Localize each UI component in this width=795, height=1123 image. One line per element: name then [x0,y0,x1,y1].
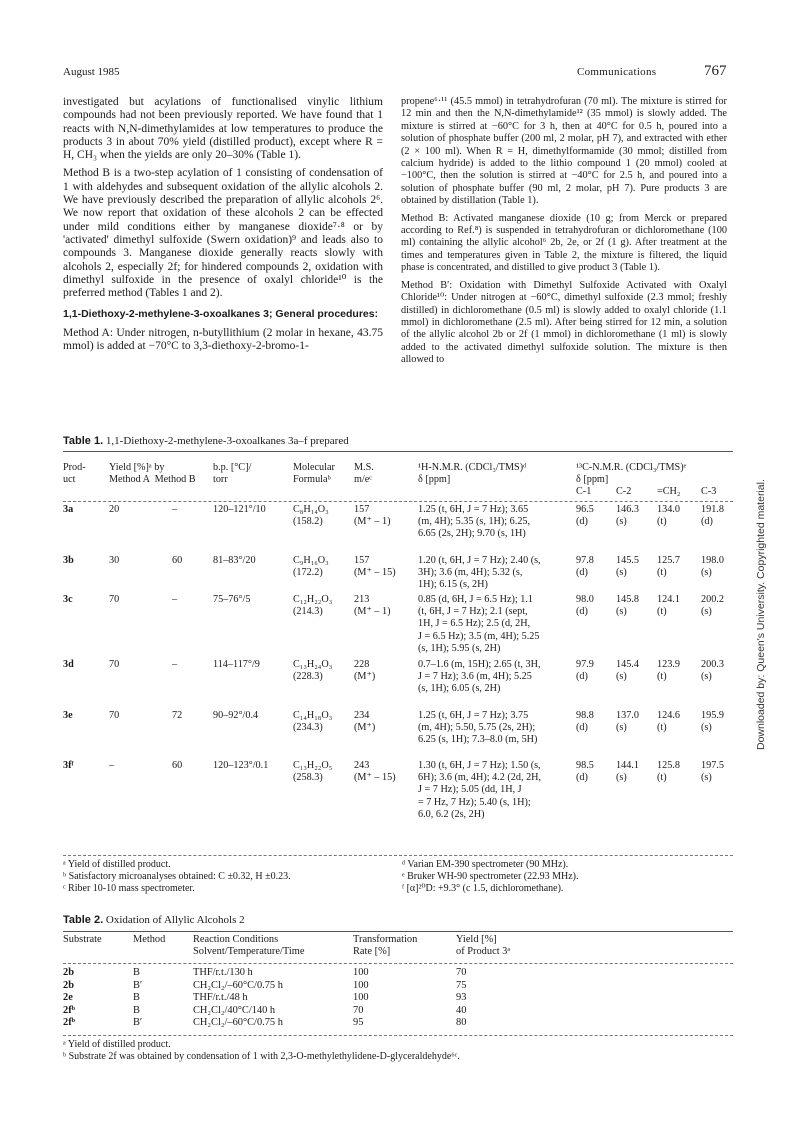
t1-footnote-f: ᶠ [α]²⁰D: +9.3° (c 1.5, dichloromethane). [402,883,564,894]
t1-cell-formula: C₁₃H₂₄O₃ (228.3) [293,659,333,683]
t2-cell-method: B [133,992,140,1004]
t1-header-ms: M.S. m/eᶜ [354,462,374,486]
table2-label: Table 2. [63,914,104,926]
t2-cell-conditions: CH₂Cl₂/–60°C/0.75 h [193,1017,283,1029]
table2-top-rule [63,931,733,932]
t1-cell-b: 72 [172,710,183,721]
t1-cell-b: 60 [172,555,183,566]
t1-cell-id: 3e [63,710,73,721]
paragraph: Method B′: Oxidation with Dimethyl Sulfoxide Activated with Oxalyl Chloride¹⁰: Under nitrogen at −60°C, dimethyl sulfoxide (2.3 mmol; freshly distilled) in dichloromethane (0.5 ml) is slowly added to oxalyl chloride (1.1 mmol) in dichloromethane (2.5 ml). After being stirred for 12 min, a solution of the allylic alcohol 2b or 2f (1 mmol) in dichloromethane (1 ml) is slowly added to the activated dimethyl sulfoxide solution. The mixture is then allowed to [401,279,727,366]
t2-cell-substrate: 2fᵇ [63,1004,76,1016]
t2-cell-conditions: THF/r.t./48 h [193,992,248,1004]
t2-cell-rate: 100 [353,979,369,991]
header-date: August 1985 [63,66,120,78]
t1-cell-c1: 97.9 (d) [576,659,594,683]
t1-cell-c2: 146.3 (s) [616,504,639,528]
t1-cell-ms: 234 (M⁺) [354,710,376,734]
table2-caption-text: Oxidation of Allylic Alcohols 2 [105,914,245,926]
right-column [401,96,727,372]
paragraph: Method A: Under nitrogen, n-butyllithium (2 molar in hexane, 43.75 mmol) is added at −70°C to 3,3-diethoxy-2-bromo-1- [63,326,383,353]
t2-cell-method: B [133,1004,140,1016]
header-journal: Communications [577,66,657,78]
table1-label: Table 1. [63,435,104,447]
t1-cell-ch2: 123.9 (t) [657,659,680,683]
t1-cell-hnmr: 1.25 (t, 6H, J = 7 Hz); 3.65 (m, 4H); 5.35 (s, 1H); 6.25, 6.65 (2s, 2H); 9.70 (s, 1H) [418,504,531,540]
t2-header-rate: Transformation Rate [%] [353,934,418,958]
t1-cell-bp: 90–92°/0.4 [213,710,259,721]
t1-header-bp: b.p. [°C]/ torr [213,462,252,486]
t1-cell-c3: 197.5 (s) [701,760,724,784]
t2-cell-substrate: 2b [63,967,74,978]
table2-caption [63,914,245,926]
t1-cell-c2: 145.5 (s) [616,555,639,579]
t1-cell-a: 70 [109,710,120,721]
t1-cell-c3: 200.3 (s) [701,659,724,683]
t2-header-conditions: Reaction Conditions Solvent/Temperature/Time [193,934,305,958]
t1-cell-id: 3fᶠ [63,760,74,771]
t1-cell-bp: 120–123°/0.1 [213,760,269,771]
t1-cell-c2: 145.4 (s) [616,659,639,683]
t1-cell-b: – [172,594,178,605]
t2-cell-yield: 40 [456,1004,467,1016]
t1-cell-id: 3c [63,594,73,605]
t1-cell-ch2: 125.8 (t) [657,760,680,784]
t1-cell-c3: 191.8 (d) [701,504,724,528]
t2-cell-yield: 93 [456,992,467,1004]
table2-header-rule [63,963,733,964]
t2-cell-rate: 100 [353,992,369,1004]
t2-cell-method: B′ [133,1017,143,1029]
t2-cell-rate: 70 [353,1004,364,1016]
paragraph: Method B: Activated manganese dioxide (10 g; from Merck or prepared according to Ref.⁸) is suspended in tetrahydrofuran or dichloromethane (100 ml) containing the allylic alcohol⁶ 2b, 2e, or 2f (1 g). After treatment at the times and temperatures given in Table 2, the mixture is filtered, the liquid phase is concentrated, and distilled to give product 3 (Table 1). [401,212,727,274]
t1-footnote-d: ᵈ Varian EM-390 spectrometer (90 MHz). [402,859,569,870]
t1-cell-hnmr: 1.25 (t, 6H, J = 7 Hz); 3.75 (m, 4H); 5.50, 5.75 (2s, 2H); 6.25 (s, 1H); 7.3–8.0 (m, 5H) [418,710,538,746]
t1-cell-ch2: 124.6 (t) [657,710,680,734]
table1-bottom-rule [63,855,733,856]
t1-cell-b: – [172,504,178,515]
t2-header-substrate: Substrate [63,934,102,945]
t1-header-hnmr: ¹H-N.M.R. (CDCl₃/TMS)ᵈ δ [ppm] [418,462,527,486]
t1-footnote-e: ᵉ Bruker WH-90 spectrometer (22.93 MHz). [402,871,579,882]
paragraph: Method B is a two-step acylation of 1 consisting of condensation of 1 with aldehydes and subsequent oxidation of the allylic alcohols 2. We have previously described the preparation of allylic alcohols 2⁶. We now report that oxidation of these alcohols 2 can be effected under mild conditions either by manganese dioxide⁷·⁸ or by 'activated' dimethyl sulfoxide (Swern oxidation)⁹ and leads also to compounds 3. Manganese dioxide generally reacts slowly with alcohols 2, especially 2f; for hindered compounds 2, oxidation with dimethyl sulfoxide in the presence of oxalyl chloride¹⁰ is the preferred method (Tables 1 and 2). [63,167,383,300]
t1-cell-a: – [109,760,115,771]
t1-cell-c1: 96.5 (d) [576,504,594,528]
t2-footnote-b: ᵇ Substrate 2f was obtained by condensation of 1 with 2,3-O-methylethylidene-D-glyceraldehyde⁶ᶜ. [63,1051,460,1062]
t1-cell-ch2: 125.7 (t) [657,555,680,579]
download-notice: Downloaded by: Queen's University. Copyrighted material. [755,479,767,750]
t1-cell-c1: 98.0 (d) [576,594,594,618]
table2-bottom-rule [63,1035,733,1036]
t1-cell-hnmr: 1.20 (t, 6H, J = 7 Hz); 2.40 (s, 3H); 3.6 (m, 4H); 5.32 (s, 1H); 6.15 (s, 2H) [418,555,541,591]
t1-cell-b: 60 [172,760,183,771]
t1-cell-bp: 81–83°/20 [213,555,256,566]
t1-cell-hnmr: 0.7–1.6 (m, 15H); 2.65 (t, 3H, J = 7 Hz); 3.6 (m, 4H); 5.25 (s, 1H); 6.05 (s, 2H) [418,659,541,695]
t1-cell-c3: 195.9 (s) [701,710,724,734]
t1-cell-ms: 157 (M⁺ – 15) [354,555,396,579]
table1-caption [63,435,349,447]
t1-cell-id: 3d [63,659,74,670]
t2-cell-method: B′ [133,979,143,991]
t1-header-product: Prod- uct [63,462,86,486]
t1-cell-formula: C₁₃H₂₂O₅ (258.3) [293,760,333,784]
left-column [63,96,383,358]
t1-cell-c2: 137.0 (s) [616,710,639,734]
t1-header-c3: C-3 [701,486,717,497]
t1-cell-formula: C₈H₁₄O₃ (158.2) [293,504,329,528]
t1-cell-a: 30 [109,555,120,566]
t1-cell-hnmr: 1.30 (t, 6H, J = 7 Hz); 1.50 (s, 6H); 3.6 (m, 4H); 4.2 (2d, 2H, J = 7 Hz); 5.05 (dd, 1H, J = 7 Hz, 7 Hz); 5.40 (s, 1H); 6.0, 6.2 (2s, 2H) [418,760,542,820]
t2-cell-yield: 80 [456,1017,467,1029]
t1-cell-formula: C₁₄H₁₈O₃ (234.3) [293,710,333,734]
paragraph: propene⁶·¹¹ (45.5 mmol) in tetrahydrofuran (70 ml). The mixture is stirred for 12 min and then the N,N-dimethylamide¹² (35 mmol) is slowly added. The mixture is stirred at −60°C for 3 h, then at 40°C for 0.5 h, poured into a solution of phosphate buffer (200 ml, 2 molar, pH 7), and extracted with ether (2 × 100 ml). When R = H, dimethylformamide (30 mmol; distilled from calcium hydride) is added to the lithio compound 1 (20 mmol) cooled at −100°C, then the solution is stirred at −40°C for 2.5 h, and poured into a solution of phosphate buffer (90 ml, 2 molar, pH 7). Pure products 3 are obtained by distillation (Table 1). [401,96,727,207]
t1-footnote-a: ᵃ Yield of distilled product. [63,859,171,870]
t1-cell-ms: 243 (M⁺ – 15) [354,760,396,784]
table1-top-rule [63,451,733,452]
t1-cell-ms: 228 (M⁺) [354,659,376,683]
t2-cell-conditions: THF/r.t./130 h [193,967,253,978]
t1-cell-bp: 75–76°/5 [213,594,251,605]
header-page-number: 767 [704,63,727,79]
paragraph: investigated but acylations of functionalised vinylic lithium compounds had not been previously reported. We have found that 1 reacts with N,N-dimethylamides at low temperatures to produce the products 3 in about 70% yield (distilled product), except where R = H, CH₃ when the yields are only 20–30% (Table 1). [63,96,383,162]
t1-cell-ch2: 124.1 (t) [657,594,680,618]
t2-cell-conditions: CH₂Cl₂/40°C/140 h [193,1004,276,1016]
t2-header-yield: Yield [%] of Product 3ᵃ [456,934,511,958]
t2-cell-yield: 75 [456,979,467,991]
t1-cell-b: – [172,659,178,670]
t2-cell-substrate: 2b [63,979,74,991]
section-heading: 1,1-Diethoxy-2-methylene-3-oxoalkanes 3; General procedures: [63,308,379,321]
t1-cell-a: 70 [109,594,120,605]
t1-cell-id: 3b [63,555,74,566]
t1-footnote-c: ᶜ Riber 10-10 mass spectrometer. [63,883,195,894]
t2-cell-rate: 100 [353,967,369,978]
t1-cell-hnmr: 0.85 (d, 6H, J = 6.5 Hz); 1.1 (t, 6H, J = 7 Hz); 2.1 (sept, 1H, J = 6.5 Hz); 2.5 (d, 2H, J = 6.5 Hz); 3.5 (m, 4H); 5.25 (s, 1H); 5.95 (s, 2H) [418,594,540,654]
t2-cell-yield: 70 [456,967,467,978]
t1-cell-c1: 98.8 (d) [576,710,594,734]
t1-cell-bp: 114–117°/9 [213,659,260,670]
t1-cell-a: 70 [109,659,120,670]
t1-footnote-b: ᵇ Satisfactory microanalyses obtained: C ±0.32, H ±0.23. [63,871,291,882]
t1-header-cnmr: ¹³C-N.M.R. (CDCl₃/TMS)ᵉ δ [ppm] [576,462,687,486]
t2-footnote-a: ᵃ Yield of distilled product. [63,1039,171,1050]
t1-header-c1: C-1 [576,486,592,497]
t2-cell-substrate: 2e [63,992,73,1004]
t1-cell-c3: 200.2 (s) [701,594,724,618]
t1-cell-bp: 120–121°/10 [213,504,266,515]
t1-header-formula: Molecular Formulaᵇ [293,462,335,486]
t1-cell-a: 20 [109,504,120,515]
table1-header-rule [63,501,733,502]
t1-cell-c1: 98.5 (d) [576,760,594,784]
t2-cell-method: B [133,967,140,978]
t2-cell-conditions: CH₂Cl₂/–60°C/0.75 h [193,979,283,991]
table1-caption-text: 1,1-Diethoxy-2-methylene-3-oxoalkanes 3a–f prepared [105,435,349,447]
t2-cell-rate: 95 [353,1017,364,1029]
t1-cell-ms: 157 (M⁺ – 1) [354,504,391,528]
t2-header-method: Method [133,934,166,945]
t1-cell-c2: 144.1 (s) [616,760,639,784]
t1-header-ch2: =CH₂ [657,486,681,497]
t1-cell-id: 3a [63,504,74,515]
t1-header-c2: C-2 [616,486,632,497]
t1-cell-ch2: 134.0 (t) [657,504,680,528]
t1-cell-c2: 145.8 (s) [616,594,639,618]
t1-cell-c3: 198.0 (s) [701,555,724,579]
t1-cell-ms: 213 (M⁺ – 1) [354,594,391,618]
t1-cell-formula: C₁₂H₂₂O₃ (214.3) [293,594,333,618]
t1-header-yield: Yield [%]ᵃ by Method A Method B [109,462,196,486]
t1-cell-formula: C₉H₁₆O₃ (172.2) [293,555,329,579]
t1-cell-c1: 97.8 (d) [576,555,594,579]
t2-cell-substrate: 2fᵇ [63,1017,76,1029]
